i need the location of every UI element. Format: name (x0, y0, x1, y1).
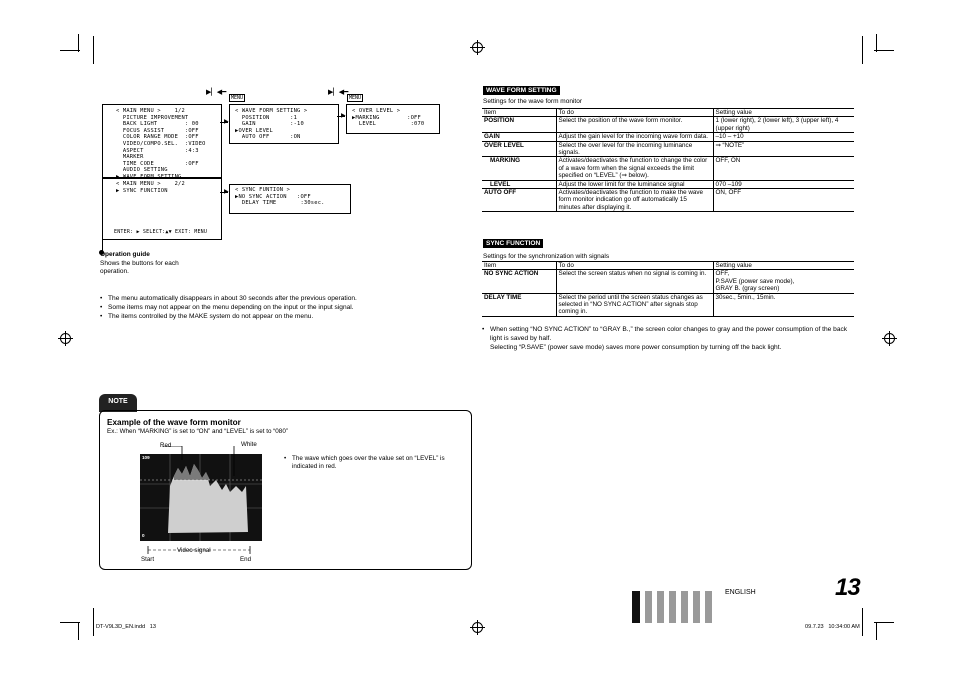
arrow-right-icon: ▶ (224, 189, 229, 195)
language-label: ENGLISH (725, 589, 756, 596)
table-row: GAIN Adjust the gain level for the incoming wave form data. –10 – +10 (482, 133, 854, 141)
menu-key-label: MENU (231, 95, 244, 101)
list-item: • The menu automatically disappears in about 30 seconds after the previous operation. (100, 294, 440, 303)
table-header: To do (556, 109, 713, 117)
table-header: Item (482, 109, 556, 117)
main-menu-2-text: < MAIN MENU > 2/2 ▶ SYNC FUNCTION (116, 181, 185, 194)
crop-mark (78, 622, 79, 640)
registration-mark-icon (472, 622, 483, 633)
registration-mark-icon (884, 333, 895, 344)
table-row: MARKING Activates/deactivates the function to change the color of a wave form when the signal exceeds the limit specified on “LEVEL” (⇒ below). OFF, ON (482, 157, 854, 180)
table-row: NO SYNC ACTION Select the screen status when no signal is coming in. OFF, P.SAVE (power save mode), GRAY B. (gray screen) (482, 270, 854, 293)
table-row: POSITION Select the position of the wave form monitor. 1 (lower right), 2 (lower left), 3 (upper left), 4 (upper right) (482, 117, 854, 133)
crop-mark (862, 36, 863, 64)
main-menu-1-text: < MAIN MENU > 1/2 PICTURE IMPROVEMENT BACK LIGHT : 00 FOCUS ASSIST :OFF COLOR RANGE MODE :OFF VIDEO/COMPO.SEL. :VIDEO ASPECT :4:3 MARKER TIME CODE :OFF AUDIO SETTING ▶ WAVE FORM SETTING (116, 108, 206, 180)
skip-forward-icon: ▶▏◀━ (328, 89, 349, 96)
skip-forward-icon: ▶▏◀━ (206, 89, 227, 96)
note-title: Example of the wave form monitor (107, 418, 241, 427)
crop-mark (93, 608, 94, 636)
right-note-continuation: Selecting “P.SAVE” (power save mode) saves more power consumption by turning off the back light. (490, 344, 782, 351)
arrow-right-icon: ▶ (341, 113, 346, 119)
guide-title: Operation guide (100, 251, 150, 258)
language-tab-active (632, 591, 640, 623)
table-row: LEVEL Adjust the lower limit for the luminance signal 070 –109 (482, 180, 854, 188)
table-row: DELAY TIME Select the period until the screen status changes as selected in “NO SYNC ACTION” after signals stop coming in. 30sec., 5min., 15min. (482, 293, 854, 316)
table-header: To do (556, 262, 713, 270)
over-level-menu-text: < OVER LEVEL > ▶MARKING :OFF LEVEL :070 (352, 108, 425, 128)
label-video-signal: Video signal (177, 547, 211, 554)
note-badge: NOTE (99, 394, 137, 412)
wave-bottom-value: 0 (142, 533, 145, 538)
sync-menu-text: < SYNC FUNTION > ▶NO SYNC ACTION :OFF DELAY TIME :30sec. (235, 187, 325, 207)
list-item: • The items controlled by the MAKE system do not appear on the menu. (100, 312, 440, 321)
crop-mark (876, 34, 877, 52)
table-row: AUTO OFF Activates/deactivates the function to make the wave form monitor indication go off automatically 15 minutes after displaying it. ON, OFF (482, 189, 854, 212)
label-red: Red (160, 442, 172, 449)
crop-mark (60, 622, 80, 623)
sync-section-header: SYNC FUNCTION (483, 239, 543, 248)
list-item: • The wave which goes over the value set on “LEVEL” is indicated in red. (284, 455, 464, 471)
sync-subtitle: Settings for the synchronization with signals (483, 253, 610, 260)
note-subtitle: Ex.: When “MARKING” is set to “ON” and “LEVEL” is set to “080” (107, 428, 288, 435)
arrow-right-icon: ▶ (224, 119, 229, 125)
language-tab (669, 591, 676, 623)
menu-key-label: MENU (349, 95, 362, 101)
language-tab (645, 591, 652, 623)
label-white: White (241, 441, 257, 448)
crop-mark (60, 50, 80, 51)
guide-bar-text: ENTER: ▶ SELECT:▲▼ EXIT: MENU (114, 229, 208, 235)
wave-form-menu-text: < WAVE FORM SETTING > POSITION :1 GAIN :-10 ▶OVER LEVEL AUTO OFF :ON (235, 108, 308, 141)
label-start: Start (141, 556, 155, 563)
wave-top-value: 109 (142, 455, 150, 460)
wave-form-section-header: WAVE FORM SETTING (483, 86, 560, 95)
crop-mark (93, 36, 94, 64)
crop-mark (78, 34, 79, 52)
table-header: Setting value (713, 262, 854, 270)
registration-mark-icon (472, 42, 483, 53)
wave-form-subtitle: Settings for the wave form monitor (483, 98, 582, 105)
language-tab (657, 591, 664, 623)
crop-mark (876, 622, 877, 640)
footer-date: 09.7.23 10:34:00 AM (805, 624, 860, 630)
page-number: 13 (835, 574, 860, 601)
guide-text: Shows the buttons for each operation. (100, 260, 179, 275)
registration-mark-icon (60, 333, 71, 344)
crop-mark (874, 50, 894, 51)
table-header: Setting value (713, 109, 854, 117)
sync-table (482, 261, 854, 317)
list-item: • Some items may not appear on the menu depending on the input or the input signal. (100, 303, 440, 312)
language-tab (681, 591, 688, 623)
right-notes-list (482, 325, 852, 343)
note-bullet-list (284, 455, 464, 471)
wave-form-table (482, 108, 854, 212)
language-tab (693, 591, 700, 623)
label-end: End (240, 556, 252, 563)
left-notes-list (100, 294, 440, 322)
language-tab (705, 591, 712, 623)
footer-file: DT-V9L3D_EN.indd 13 (96, 624, 157, 630)
table-row: OVER LEVEL Select the over level for the incoming luminance signals. ⇒ “NOTE” (482, 141, 854, 157)
list-item: • When setting “NO SYNC ACTION” to “GRAY B.,” the screen color changes to gray and the power consumption of the back light is saved by half. (482, 325, 852, 343)
crop-mark (874, 622, 894, 623)
crop-mark (862, 608, 863, 636)
table-header: Item (482, 262, 556, 270)
